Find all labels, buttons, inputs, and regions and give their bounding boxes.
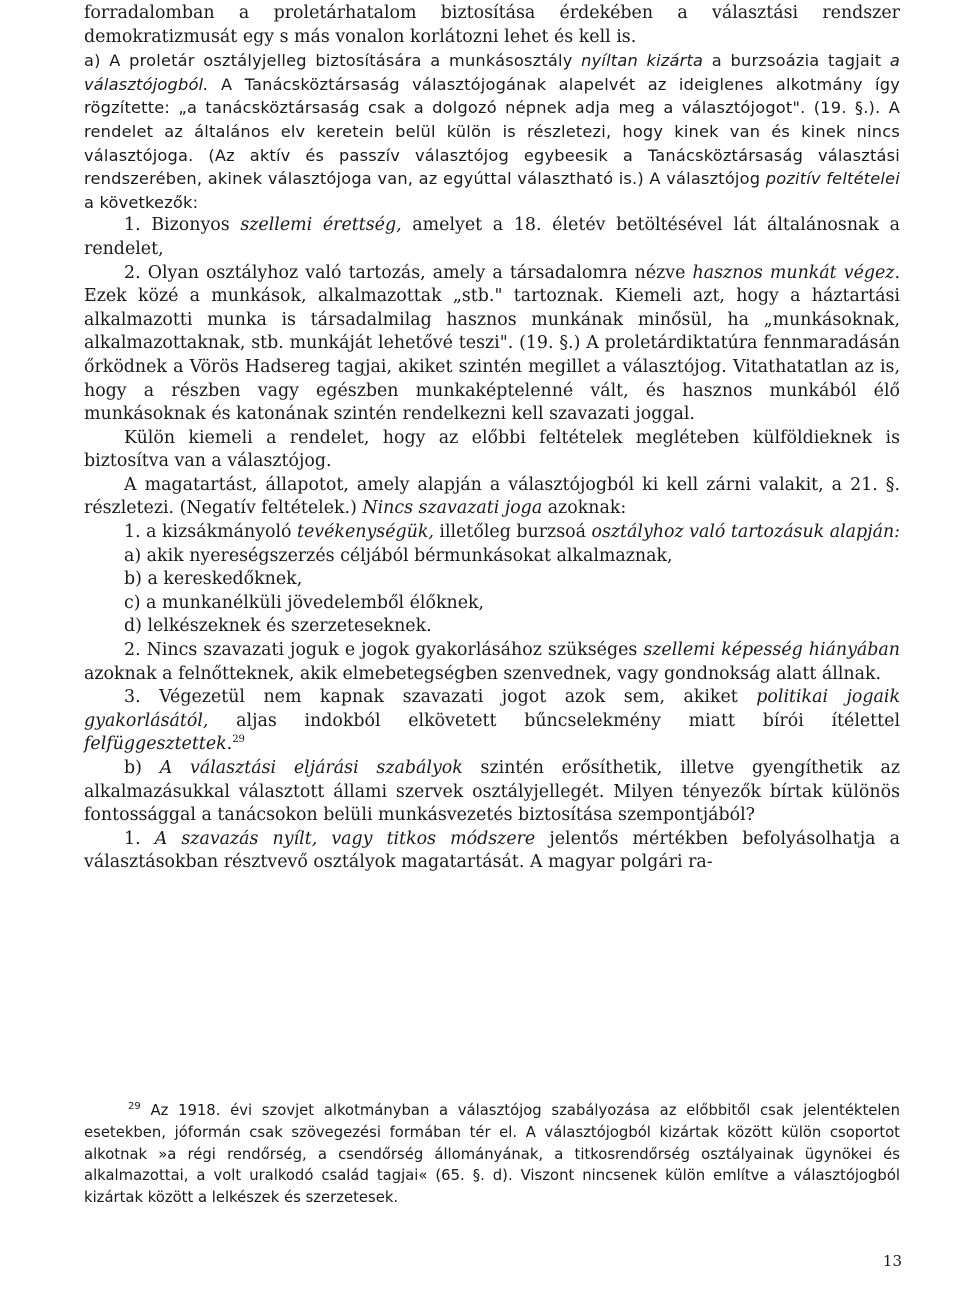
text-segment: forradalomban a proletárhatalom biztosítása érdekében a választási rendszer demokratizmusát egy s más vonalon korlátozni lehet és kell is. bbox=[84, 3, 900, 47]
text-segment: a burzsoázia tagjait bbox=[703, 51, 890, 71]
emphasis-text: szellemi érettség, bbox=[240, 215, 402, 236]
text-segment: b) bbox=[124, 758, 160, 778]
text-segment: azoknak: bbox=[542, 498, 627, 519]
emphasis-text: A választási eljárási szabályok bbox=[159, 758, 463, 778]
paragraph-p14 bbox=[84, 757, 900, 828]
paragraph-p8 bbox=[84, 545, 900, 569]
text-segment: Külön kiemeli a rendelet, hogy az előbbi feltételek megléteben külföldieknek is biztosítva van a választójog. bbox=[84, 427, 900, 472]
paragraph-p13 bbox=[84, 686, 900, 757]
footnote-number: 29 bbox=[128, 1101, 141, 1113]
text-segment: 1. Bizonyos bbox=[124, 215, 241, 236]
text-segment: aljas indokból elkövetett bűncselekmény miatt bírói ítélettel bbox=[208, 710, 900, 731]
paragraph-p3 bbox=[84, 214, 900, 261]
emphasis-text: A szavazás nyílt, vagy titkos módszere bbox=[154, 828, 536, 849]
paragraph-p4 bbox=[84, 262, 900, 427]
paragraph-p9 bbox=[84, 568, 900, 592]
emphasis-text: tevékenységük, bbox=[297, 522, 434, 543]
text-segment: d) lelkészeknek és szerzeteseknek. bbox=[124, 616, 432, 637]
text-segment: szintén erősíthetik, illetve gyengíthetik az alkalmazásukkal választott állami szervek osztályjellegét. Milyen tényezők bírtak különös fontossággal a tanácsokon belüli munkásvezetés biztosítása szempontjából? bbox=[84, 758, 900, 826]
text-segment: a) A proletár osztályjelleg biztosítására a munkásosztály bbox=[84, 51, 582, 71]
text-segment: b) a kereskedőknek, bbox=[124, 569, 303, 590]
emphasis-text: politikai jogaik gyakorlásától, bbox=[84, 687, 900, 731]
main-text bbox=[84, 2, 900, 875]
paragraph-p7 bbox=[84, 521, 900, 545]
text-segment: amelyet a 18. életév betöltésével lát általánosnak a rendelet, bbox=[84, 215, 900, 259]
text-segment: jelentős mértékben befolyásolhatja a választásokban résztvevő osztályok magatartását. A magyar polgári ra- bbox=[84, 828, 901, 873]
text-segment: A magatartást, állapotot, amely alapján a választójogból ki kell zárni valakit, a 21. §. részletezi. (Negatív feltételek.) bbox=[84, 474, 900, 519]
paragraph-p15 bbox=[84, 828, 900, 875]
text-segment: a) akik nyereségszerzés céljából bérmunkásokat alkalmaznak, bbox=[124, 545, 673, 566]
text-segment: Ezek közé a munkások, alkalmazottak „stb." tartoznak. Kiemeli azt, hogy a háztartási alkalmazotti munka is társadalmilag hasznos munkának minősül, ha „munkásoknak, alkalmazottaknak, stb. munkáját lehetővé teszi". (19. §.) A proletárdiktatúra fennmaradásán őrködnek a Vörös Hadsereg tagjai, akiket szintén megillet a választójog. Vitathatatlan az is, hogy a részben vagy egészben munkaképtelenné vált, és hasznos munkából élő munkásoknak és katonának szintén rendelkezni kell szavazati joggal. bbox=[84, 286, 900, 425]
emphasis-text: felfüggesztettek. bbox=[84, 734, 233, 755]
emphasis-text: osztályhoz való tartozásuk alapján: bbox=[591, 522, 900, 543]
footnote-ref: 29 bbox=[232, 734, 245, 746]
paragraph-p12 bbox=[84, 639, 900, 686]
text-segment: illetőleg burzsoá bbox=[433, 522, 592, 543]
paragraph-p10 bbox=[84, 592, 900, 616]
page-number: 13 bbox=[882, 1252, 902, 1270]
emphasis-text: Nincs szavazati joga bbox=[362, 498, 543, 519]
text-segment: 1. bbox=[124, 828, 155, 849]
emphasis-text: nyíltan kizárta bbox=[581, 51, 704, 71]
footnotes bbox=[84, 1100, 900, 1209]
paragraph-p5 bbox=[84, 427, 900, 474]
footnote-fn29 bbox=[84, 1100, 900, 1209]
text-segment: a következők: bbox=[84, 192, 199, 212]
text-segment: azoknak a felnőtteknek, akik elmebetegségben szenvednek, vagy gondnokság alatt állnak. bbox=[84, 663, 882, 684]
emphasis-text: a választójogból. bbox=[84, 51, 901, 94]
paragraph-p6 bbox=[84, 474, 900, 521]
text-segment: c) a munkanélküli jövedelemből élőknek, bbox=[124, 592, 485, 613]
text-segment: 3. Végezetül nem kapnak szavazati jogot azok sem, akiket bbox=[124, 687, 757, 708]
paragraph-p1 bbox=[84, 2, 900, 49]
text-segment: 1. a kizsákmányoló bbox=[124, 522, 298, 543]
paragraph-p11 bbox=[84, 615, 900, 639]
paragraph-p2 bbox=[84, 49, 900, 214]
text-segment: 2. Olyan osztályhoz való tartozás, amely a társadalomra nézve bbox=[124, 262, 693, 283]
emphasis-text: pozitív feltételei bbox=[765, 169, 900, 189]
text-segment: A Tanácsköztársaság választójogának alapelvét az ideiglenes alkotmány így rögzítette: „a tanácsköztársaság csak a dolgozó népnek adja meg a választójogot". (19. §.). A rendelet az általános elv keretein belül külön is részletezi, hogy kinek van és kinek nincs választójoga. (Az aktív és passzív választójog egybeesik a Tanácsköztársaság választási rendszerében, akinek választójoga van, az egyúttal választható is.) A választójog bbox=[84, 74, 900, 189]
emphasis-text: hasznos munkát végez. bbox=[692, 262, 900, 283]
footnote-text: Az 1918. évi szovjet alkotmányban a választójog szabályozása az előbbitől csak jelentéktelen esetekben, jóformán csak szövegezési formában tér el. A választójogból kizártak között külön csoportot alkotnak »a régi rendőrség, a csendőrség állományának, a titkosrendőrség osztályainak ügynökei és alkalmazottai, a volt uralkodó család tagjai« (65. §. d). Viszont nincsenek külön említve a választójogból kizártak között a lelkészek és szerzetesek. bbox=[84, 1102, 900, 1207]
emphasis-text: szellemi képesség hiányában bbox=[643, 640, 901, 661]
text-segment: 2. Nincs szavazati joguk e jogok gyakorlásához szükséges bbox=[124, 640, 644, 661]
